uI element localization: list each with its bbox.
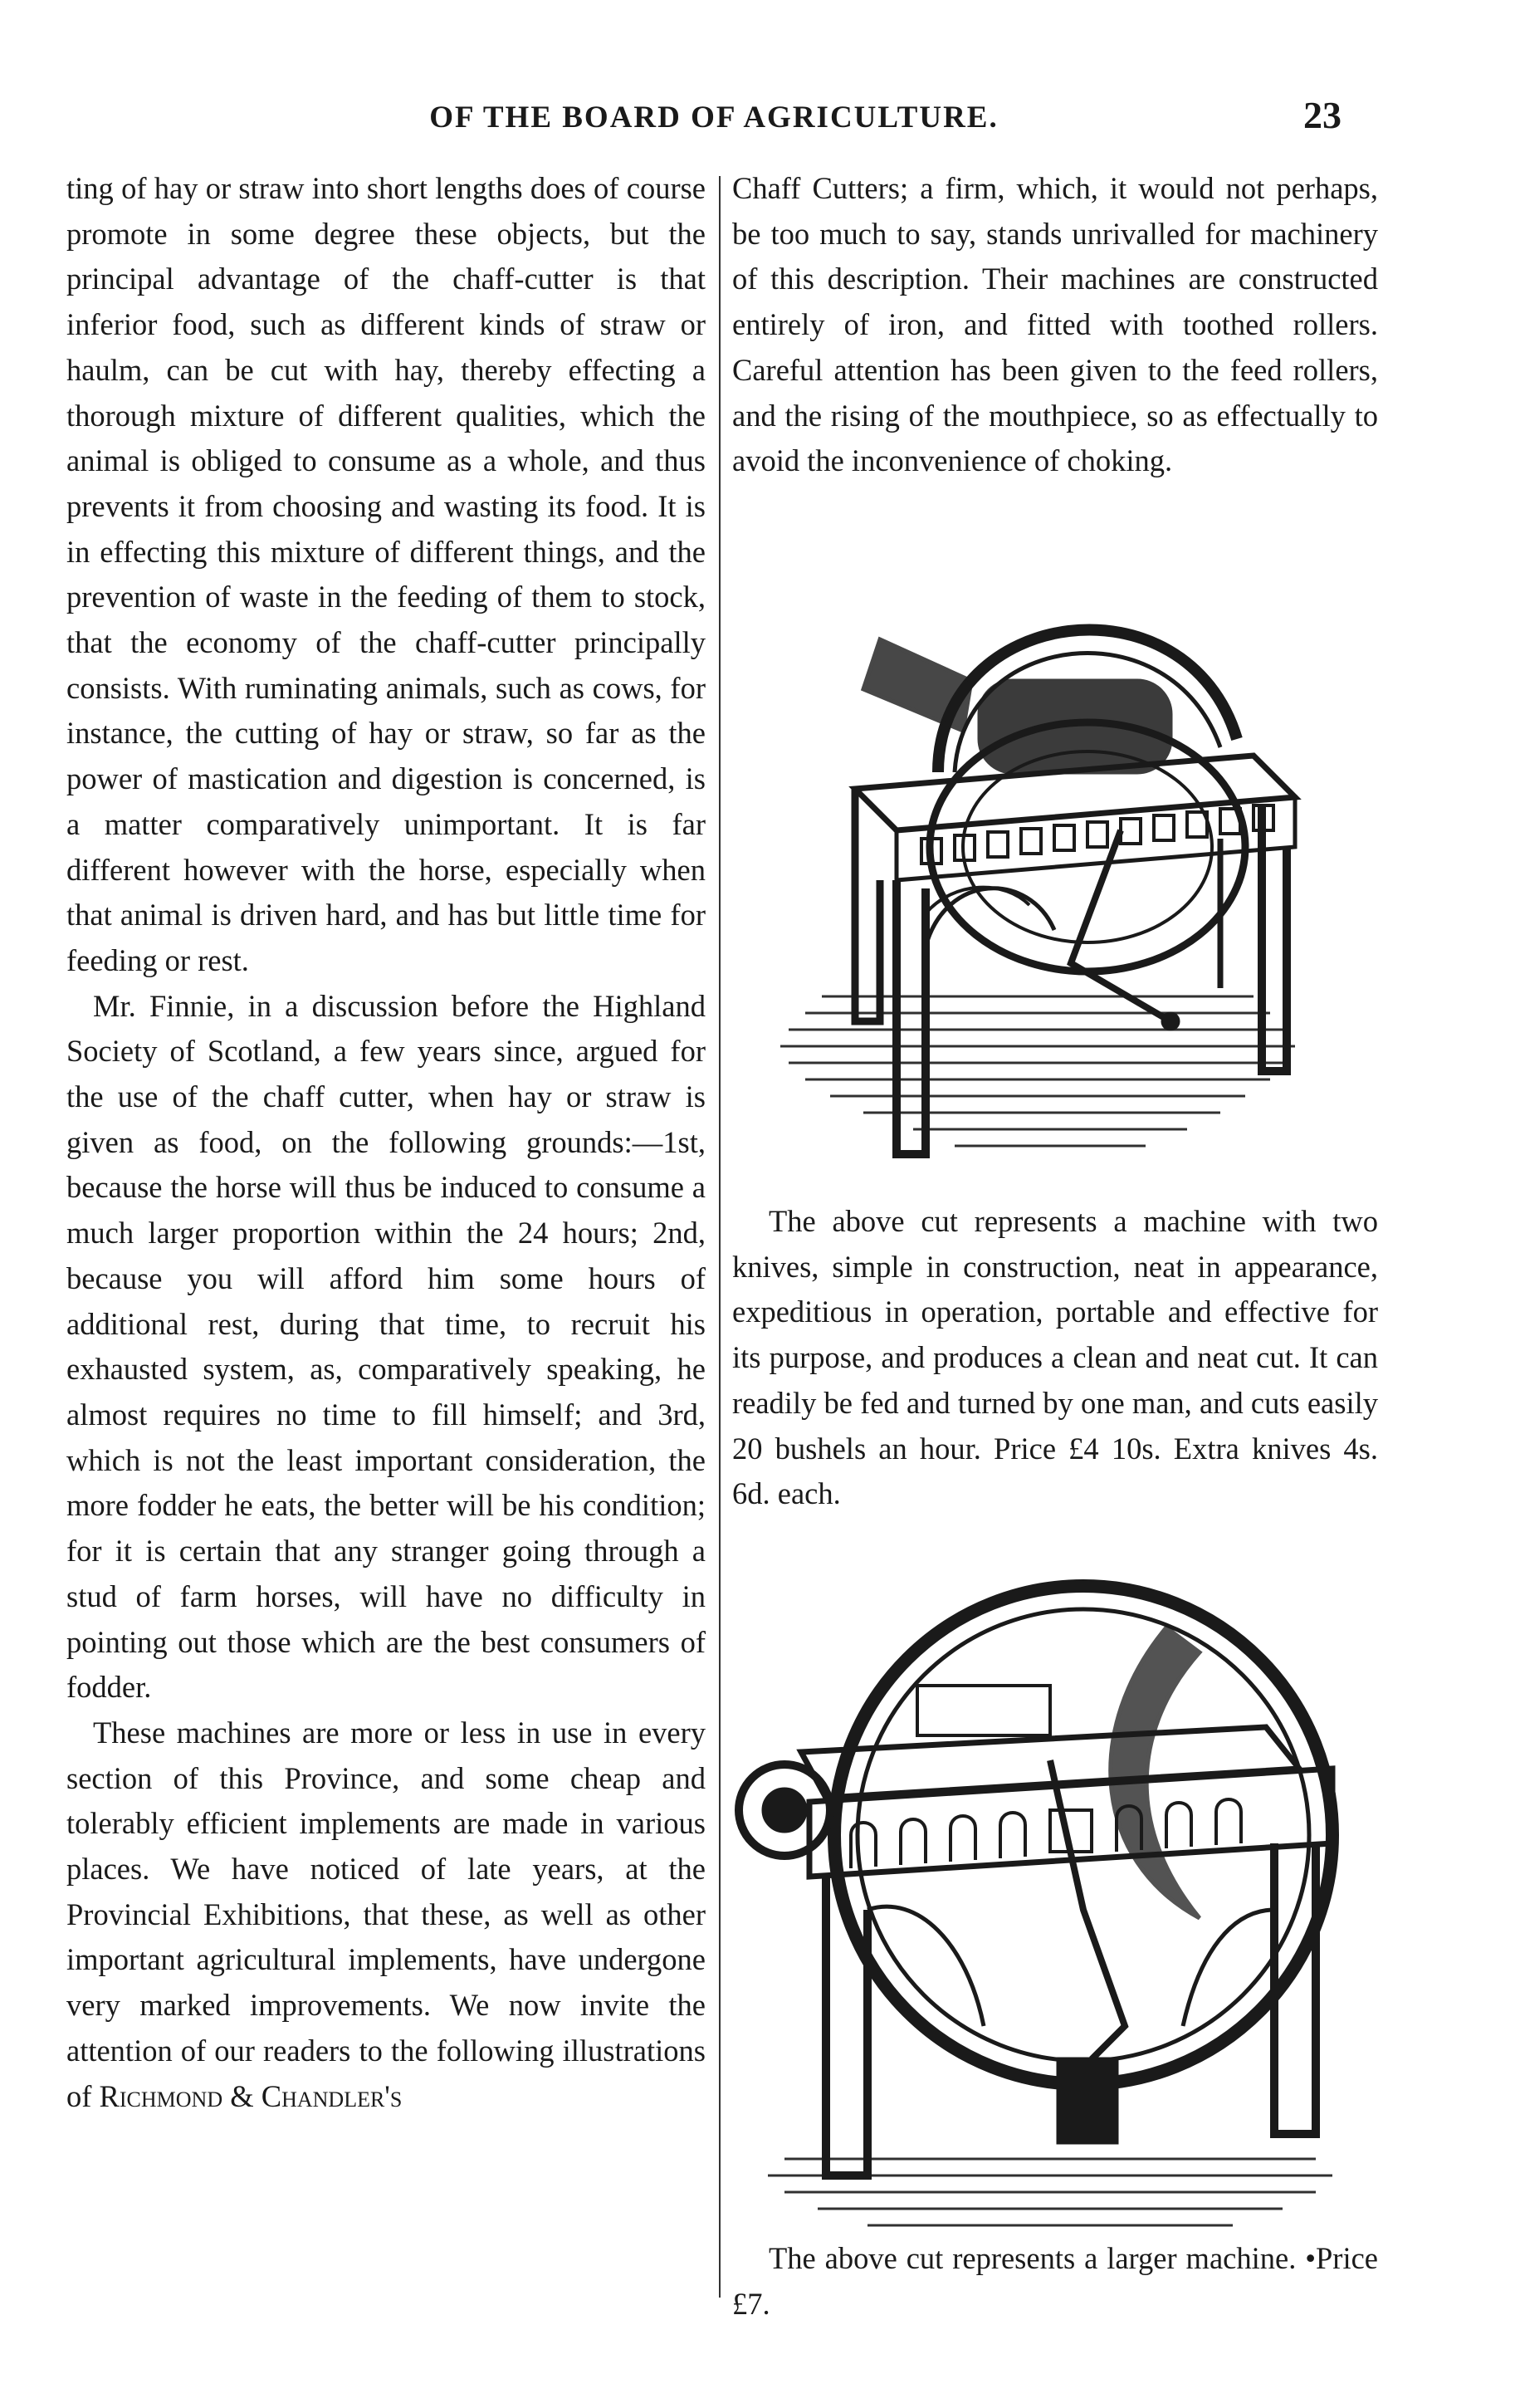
illustration-larger-chaff-cutter [735, 1561, 1374, 2250]
page-number: 23 [1303, 94, 1342, 136]
figure-caption-two-knife [732, 1199, 1378, 1517]
left-column [66, 166, 706, 2119]
right-column [732, 166, 1378, 484]
page-header [0, 94, 1515, 149]
illustration-two-knife-chaff-cutter [755, 556, 1361, 1187]
caption-larger-machine-text: The above cut represents a larger machine. •Price £7. [732, 2241, 1378, 2321]
paragraph-machines-text: These machines are more or less in use in every section of this Province, and some cheap and tolerably efficient implements are made in various places. We have noticed of late years, at the Provincial Exhibitions, that these, as well as other important agricultural implements, have undergone very marked improvements. We now invite the attention of our readers to the following illustrations of [66, 1715, 706, 2113]
paragraph-machines-in-use [66, 1711, 706, 2119]
figure-caption-larger-machine [732, 2236, 1378, 2327]
paragraph-chaff-cutters-firm: Chaff Cutters; a firm, which, it would not perhaps, be too much to say, stands unrivalled for machinery of this description. Their machines are constructed entirely of iron, and fitted with toothed rollers. Careful attention has been given to the feed rollers, and the rising of the mouthpiece, so as effectually to avoid the inconvenience of choking. [732, 171, 1378, 478]
paragraph-mr-finnie: Mr. Finnie, in a discussion before the Highland Society of Scotland, a few years since, argued for the use of the chaff cutter, when hay or straw is given as food, on the following grounds:—1st, because the horse will thus be induced to consume a much larger proportion within the 24 hours; 2nd, because you will afford him some hours of additional rest, during that time, to recruit his exhausted system, as, comparatively speaking, he almost requires no time to fill himself; and 3rd, which is not the least important consideration, the more fodder he eats, the better will be his condition; for it is certain that any stranger going through a stud of farm horses, will have no difficulty in pointing out those which are the best consumers of fodder. [66, 988, 706, 1705]
caption-two-knife-text: The above cut represents a machine with two knives, simple in construction, neat in appearance, expeditious in operation, portable and effective for its purpose, and produces a clean and neat cut. It can readily be fed and turned by one man, and cuts easily 20 bushels an hour. Price £4 10s. Extra knives 4s. 6d. each. [732, 1204, 1378, 1511]
running-title: OF THE BOARD OF AGRICULTURE. [429, 100, 999, 135]
paragraph-chaff-cutter-advantage: ting of hay or straw into short lengths does of course promote in some degree these objects, but the principal advantage of the chaff-cutter is that inferior food, such as different kinds of straw or haulm, can be cut with hay, thereby effecting a thorough mixture of different qualities, which the animal is obliged to consume as a whole, and thus prevents it from choosing and wasting its food. It is in effecting this mixture of different things, and the prevention of waste in the feeding of them to stock, that the economy of the chaff-cutter principally consists. With ruminating animals, such as cows, for instance, the cutting of hay or straw, so far as the power of mastication and digestion is concerned, is a matter comparatively unimportant. It is far different however with the horse, especially when that animal is driven hard, and has but little time for feeding or rest. [66, 171, 706, 977]
maker-names: Richmond & Chandler's [99, 2078, 403, 2113]
column-divider [719, 176, 721, 2298]
